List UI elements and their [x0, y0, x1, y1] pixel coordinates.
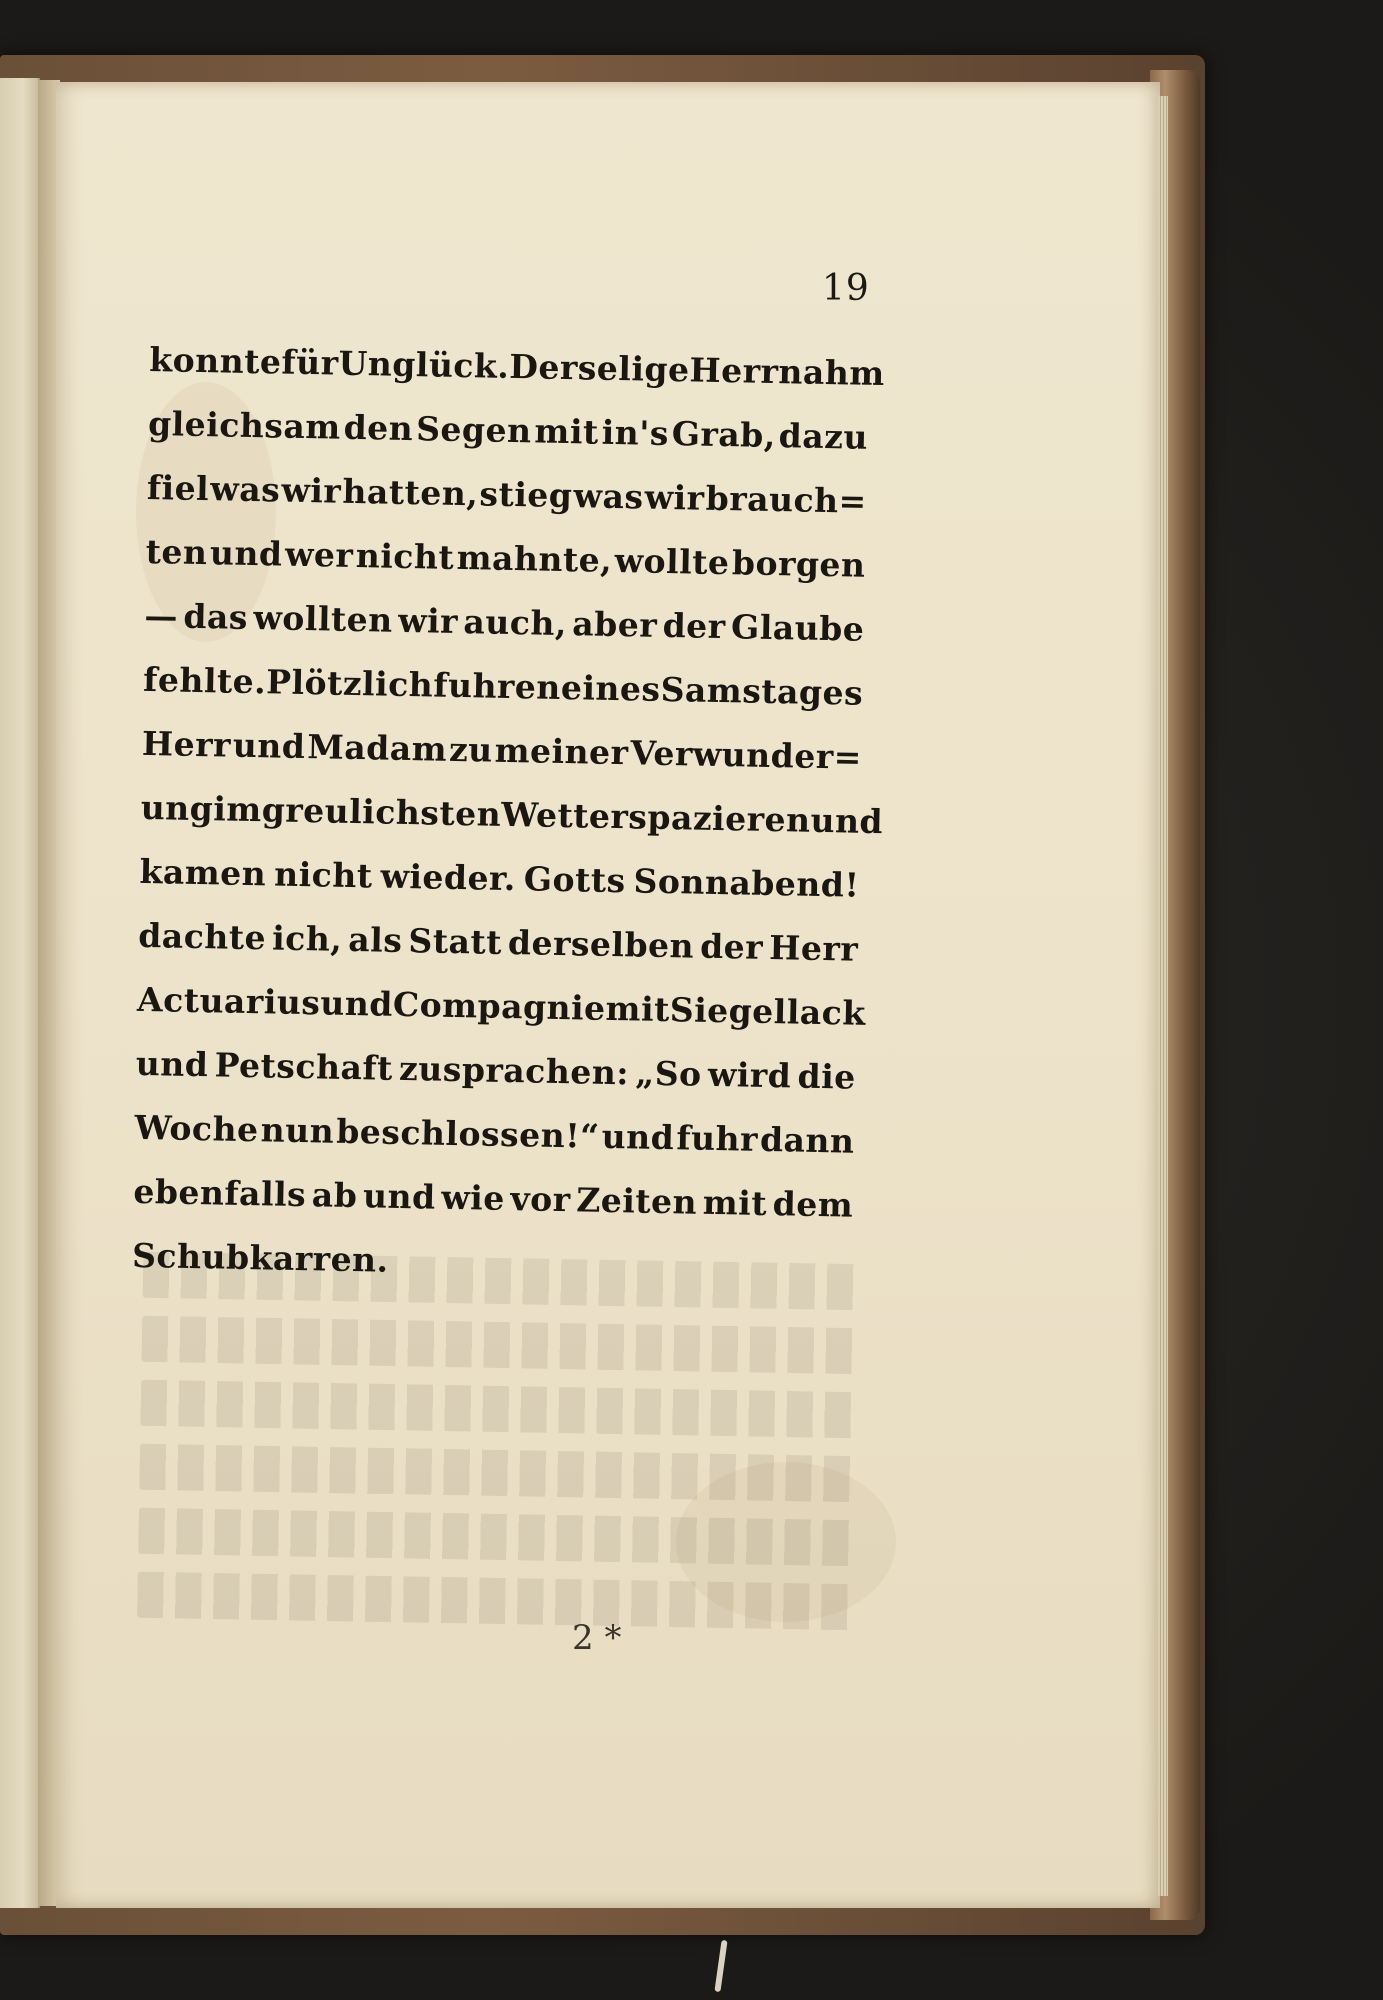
text-word: ung	[140, 787, 214, 829]
text-word: der	[662, 605, 727, 647]
text-word: Actuarius	[136, 979, 321, 1023]
text-word: wir	[397, 600, 459, 641]
text-word: wird	[707, 1054, 792, 1096]
text-word: beschlossen!“	[335, 1111, 601, 1156]
text-word: nicht	[273, 854, 373, 896]
text-word: in's	[601, 412, 670, 453]
text-word: wir	[281, 470, 342, 511]
text-word: spazieren	[628, 797, 811, 840]
text-word: wie	[440, 1177, 506, 1218]
text-word: fehlte.	[142, 659, 267, 702]
text-word: selige	[577, 348, 690, 390]
text-word: stieg	[479, 474, 573, 516]
text-word: ebenfalls	[133, 1171, 307, 1215]
text-word: Grab,	[671, 414, 777, 456]
text-word: greulichsten	[261, 790, 502, 834]
text-word: dazu	[778, 416, 869, 457]
text-word: Sonnabend!	[633, 861, 860, 905]
text-word: fuhr	[676, 1118, 759, 1159]
text-word: das	[183, 596, 249, 637]
text-word: derselben	[507, 922, 695, 966]
text-word: ab	[311, 1175, 358, 1216]
text-word: Siegellack	[669, 990, 867, 1033]
text-word: der	[699, 926, 764, 967]
text-word: Woche	[134, 1107, 259, 1150]
text-word: wieder.	[380, 856, 517, 899]
text-word: im	[212, 789, 263, 830]
text-word: wollte	[614, 540, 730, 583]
text-word: Zeiten	[575, 1180, 698, 1222]
text-word: Petschaft	[214, 1045, 394, 1088]
text-word: Der	[508, 346, 579, 388]
text-word: mit	[702, 1182, 768, 1224]
text-word: kamen	[139, 851, 267, 894]
text-word: als	[348, 919, 403, 960]
text-word: borgen	[731, 543, 866, 585]
text-word: wer	[284, 534, 354, 575]
bleed-through-text	[137, 1252, 864, 1649]
text-word: aber	[572, 604, 658, 645]
text-word: die	[797, 1056, 857, 1097]
text-word: und	[601, 1116, 675, 1158]
text-word: zusprachen:	[398, 1048, 630, 1093]
text-word: für	[281, 342, 339, 383]
text-word: und	[209, 533, 283, 574]
text-word: Wetter	[500, 794, 629, 837]
text-word: Herr	[768, 928, 859, 969]
text-word: Madam	[306, 727, 448, 769]
text-word: Gotts	[523, 859, 626, 901]
text-word: und	[320, 983, 394, 1024]
text-word: wollten	[253, 598, 394, 640]
text-word: und	[362, 1176, 437, 1217]
text-word: fuhren	[432, 665, 562, 707]
text-word: eines	[560, 667, 661, 709]
text-word: Herr	[141, 723, 232, 765]
text-word: Unglück.	[338, 343, 510, 386]
text-word: auch,	[463, 602, 568, 644]
facing-page-edge	[0, 78, 40, 1908]
text-word: gleichsam	[147, 403, 342, 447]
text-word: was	[210, 469, 281, 510]
text-word: konnte	[149, 339, 282, 382]
text-word: hatten,	[342, 471, 479, 514]
text-word: zu	[448, 729, 494, 770]
text-word: und	[232, 725, 306, 767]
text-word: Segen	[415, 409, 532, 451]
text-word: Herr	[689, 350, 779, 392]
text-word: was	[573, 476, 644, 517]
body-text	[131, 328, 886, 1302]
text-word: Verwunder=	[630, 733, 863, 777]
text-word: Compagnie	[392, 984, 607, 1028]
text-word: Samstages	[660, 669, 864, 713]
text-word: Statt	[408, 921, 503, 962]
text-word: —	[144, 595, 179, 636]
text-word: Plötzlich	[265, 662, 434, 705]
text-word: mahnte,	[456, 537, 613, 580]
text-word: dachte	[137, 915, 267, 958]
text-word: meiner	[494, 730, 629, 773]
signature-mark: 2 *	[572, 1618, 622, 1658]
text-word: fiel	[146, 467, 210, 509]
text-word: ten	[145, 531, 208, 573]
text-word: ich,	[271, 918, 343, 959]
text-word: dem	[772, 1184, 854, 1225]
text-word: mit	[534, 411, 600, 452]
text-word: vor	[510, 1179, 571, 1220]
text-word: Glaube	[730, 607, 865, 649]
text-word: mit	[605, 988, 671, 1030]
text-word: den	[343, 407, 414, 449]
page-edges	[1158, 96, 1168, 1896]
page-number: 19	[822, 268, 870, 309]
text-word: nun	[260, 1110, 335, 1151]
text-word: dann	[759, 1119, 855, 1161]
text-word: wir	[644, 477, 705, 518]
text-word: nahm	[778, 352, 886, 394]
text-word: Schubkarren.	[131, 1235, 390, 1280]
text-word: brauch=	[705, 478, 868, 521]
text-word: „So	[634, 1053, 703, 1094]
text-word: und	[135, 1043, 209, 1085]
text-word: nicht	[355, 535, 455, 577]
text-word: und	[810, 800, 884, 842]
